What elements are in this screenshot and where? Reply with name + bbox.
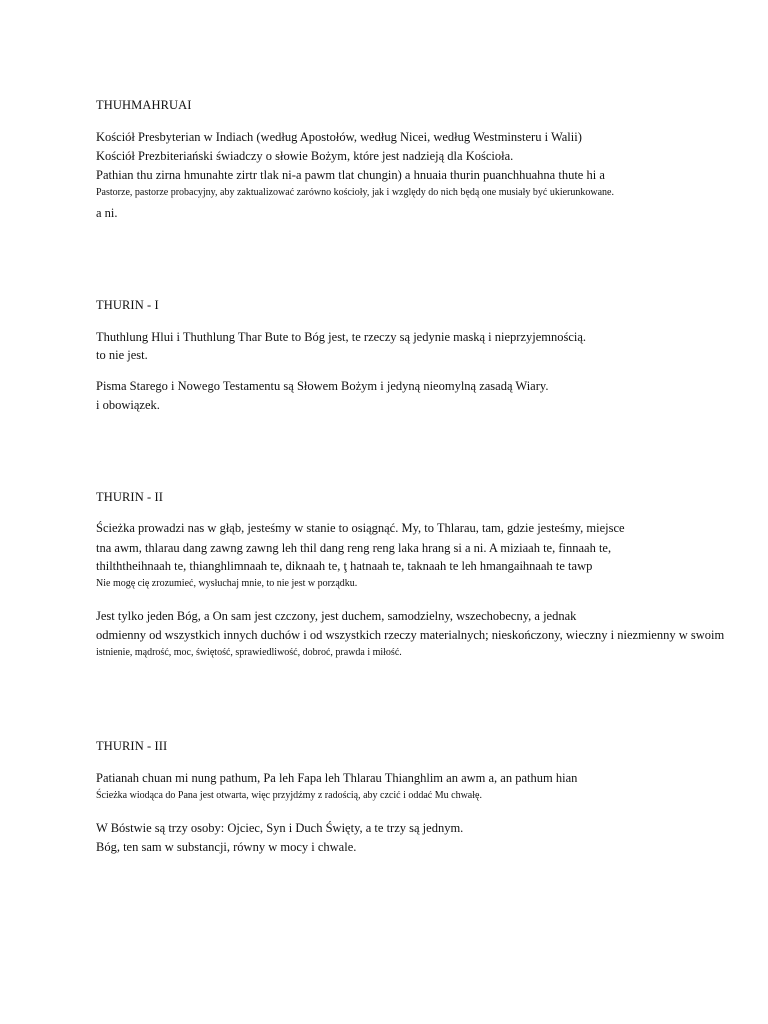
section2-line: odmienny od wszystkich innych duchów i od wszystkich rzeczy materialnych; nieskończony, wieczny i niezmienny w swoim	[96, 628, 725, 642]
section3-line: Patianah chuan mi nung pathum, Pa leh Fapa leh Thlarau Thianghlim an awm a, an pathum hian	[96, 771, 578, 785]
intro-line: Kościół Presbyterian w Indiach (według Apostołów, według Nicei, według Westminsteru i Walii)	[96, 130, 582, 144]
section2-line: thilththeihnaah te, thianghlimnaah te, diknaah te, ţ hatnaah te, taknaah te leh hmangaihnaah te tawp	[96, 559, 593, 573]
section3-line: W Bóstwie są trzy osoby: Ojciec, Syn i Duch Święty, a te trzy są jednym.	[96, 821, 464, 835]
intro-heading: THUHMAHRUAI	[96, 98, 192, 112]
section1-line: Pisma Starego i Nowego Testamentu są Słowem Bożym i jedyną nieomylną zasadą Wiary.	[96, 379, 549, 393]
section2-heading: THURIN - II	[96, 490, 164, 504]
section1-line: to nie jest.	[96, 348, 148, 362]
section1-line: Thuthlung Hlui i Thuthlung Thar Bute to Bóg jest, te rzeczy są jedynie maską i nieprzyjemnością.	[96, 330, 587, 344]
intro-line: a ni.	[96, 206, 118, 220]
section2-line-small: istnienie, mądrość, moc, świętość, sprawiedliwość, dobroć, prawda i miłość.	[96, 647, 402, 658]
section3-line: Bóg, ten sam w substancji, równy w mocy i chwale.	[96, 840, 357, 854]
section3-heading: THURIN - III	[96, 739, 168, 753]
section1-heading: THURIN - I	[96, 298, 159, 312]
section2-line: tna awm, thlarau dang zawng zawng leh thil dang reng reng laka hrang si a ni. A miziaah te, finnaah te,	[96, 541, 612, 555]
intro-line: Kościół Prezbiteriański świadczy o słowie Bożym, które jest nadzieją dla Kościoła.	[96, 149, 514, 163]
section3-line-small: Ścieżka wiodąca do Pana jest otwarta, więc przyjdźmy z radością, aby czcić i oddać Mu chwałę.	[96, 790, 482, 801]
section2-line-small: Nie mogę cię zrozumieć, wysłuchaj mnie, to nie jest w porządku.	[96, 578, 358, 589]
section2-line: Jest tylko jeden Bóg, a On sam jest czczony, jest duchem, samodzielny, wszechobecny, a jednak	[96, 609, 577, 623]
section2-line: Ścieżka prowadzi nas w głąb, jesteśmy w stanie to osiągnąć. My, to Thlarau, tam, gdzie jesteśmy, miejsce	[96, 521, 625, 535]
intro-line: Pathian thu zirna hmunahte zirtr tlak ni-a pawm tlat chungin) a hnuaia thurin puanchhuahna thute hi a	[96, 168, 605, 182]
intro-line-small: Pastorze, pastorze probacyjny, aby zaktualizować zarówno kościoły, jak i względy do nich będą one musiały być ukierunkowane.	[96, 187, 614, 198]
section1-line: i obowiązek.	[96, 398, 160, 412]
